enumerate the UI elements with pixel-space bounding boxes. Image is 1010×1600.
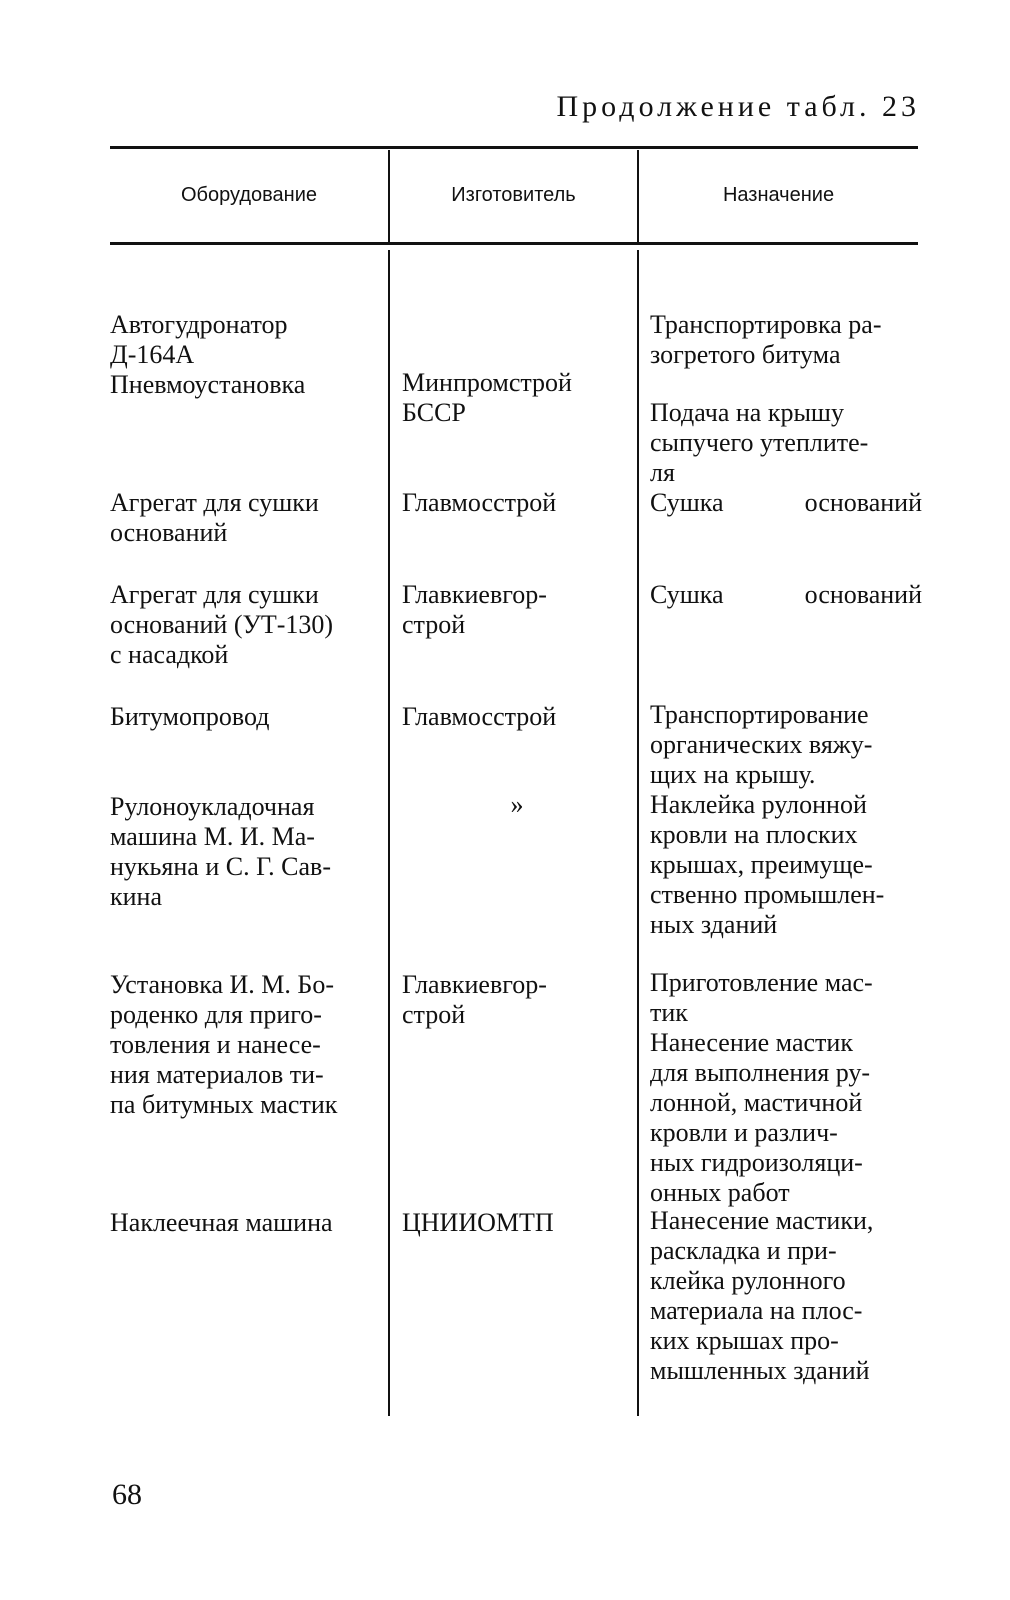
row-1-equipment: Автогудронатор Д-164А: [110, 310, 288, 369]
row-6-maker-ditto: »: [510, 790, 524, 819]
row-4-maker: Главкиевгор- строй: [402, 580, 547, 639]
row-2-purpose: Подача на крышу сыпучего утеплите- ля: [650, 398, 869, 487]
row-7-maker: Главкиевгор- строй: [402, 970, 547, 1029]
header-maker: Изготовитель: [451, 184, 576, 206]
header-bottom-rule: [110, 242, 918, 245]
column-divider-2: [637, 250, 639, 1416]
row-8-purpose: Нанесение мастики, раскладка и при- клейка рулонного материала на плос- ких крышах про- мышленных зданий: [650, 1206, 874, 1385]
row-8-maker: ЦНИИОМТП: [402, 1208, 554, 1237]
row-3-maker: Главмосстрой: [402, 488, 557, 517]
page-number: 68: [112, 1478, 142, 1511]
row-4-equipment: Агрегат для сушки оснований (УТ-130) с насадкой: [110, 580, 334, 669]
row-1-purpose: Транспортировка ра- зогретого битума: [650, 310, 882, 369]
row-7-purpose: Приготовление мас- тик Нанесение мастик для выполнения ру- лонной, мастичной кровли и различ- ных гидроизоляци- онных работ: [650, 968, 873, 1207]
header-equipment: Оборудование: [180, 184, 318, 206]
row-2-equipment: Пневмоустановка: [110, 370, 306, 399]
row-4-purpose: Сушка оснований: [650, 580, 922, 609]
row-2-maker: Минпромстрой БССР: [402, 368, 572, 427]
row-8-equipment: Наклеечная машина: [110, 1208, 333, 1237]
table-caption: Продолжение табл. 23: [556, 90, 920, 123]
column-divider-1: [388, 250, 390, 1416]
row-3-purpose: Сушка оснований: [650, 488, 922, 517]
row-6-purpose: Наклейка рулонной кровли на плоских крышах, преимуще- ственно промышлен- ных зданий: [650, 790, 885, 939]
header-purpose: Назначение: [722, 184, 835, 206]
row-5-purpose: Транспортирование органических вяжу- щих на крышу.: [650, 700, 873, 789]
row-5-equipment: Битумопровод: [110, 702, 270, 731]
row-7-equipment: Установка И. М. Бо- роденко для приго- товления и нанесе- ния материалов ти- па битумных мастик: [110, 970, 338, 1119]
row-6-equipment: Рулоноукладочная машина М. И. Ма- нукьяна и С. Г. Сав- кина: [110, 792, 331, 911]
table-top-rule: [110, 146, 918, 149]
row-3-equipment: Агрегат для сушки оснований: [110, 488, 319, 547]
row-5-maker: Главмосстрой: [402, 702, 557, 731]
